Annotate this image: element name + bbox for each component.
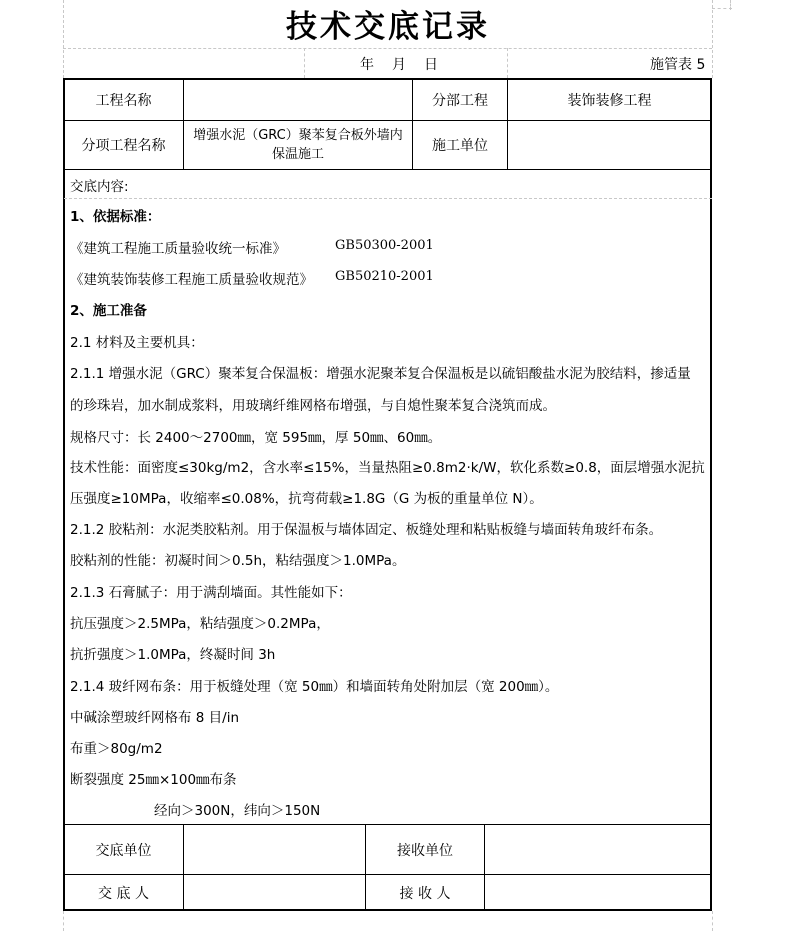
receiver-unit-label: 接收单位 — [365, 824, 485, 875]
sub-project-value[interactable]: 装饰装修工程 — [507, 78, 712, 121]
item-name-value[interactable] — [183, 120, 413, 170]
para-mesh4: 经向＞300N，纬向＞150N — [154, 803, 321, 819]
section1-heading: 1、依据标准： — [70, 209, 161, 225]
content-label: 交底内容: — [70, 179, 129, 195]
standard2-name: 《建筑装饰装修工程施工质量验收规范》 — [70, 272, 313, 288]
form-number: 施管表 5 — [650, 57, 706, 73]
receiver-unit-value[interactable] — [484, 824, 712, 875]
para-putty2: 抗折强度＞1.0MPa，终凝时间 3h — [70, 647, 276, 663]
divider — [64, 198, 712, 199]
para-2-1-1-a: 2.1.1 增强水泥（GRC）聚苯复合保温板：增强水泥聚苯复合保温板是以硫铝酸盐水泥为胶结料，掺适量 — [70, 366, 691, 382]
para-2-1-3: 2.1.3 石膏腻子：用于满刮墙面。其性能如下： — [70, 585, 352, 601]
project-name-label: 工程名称 — [63, 78, 184, 121]
para-tech-a: 技术性能：面密度≤30kg/m2，含水率≤15%，当量热阻≥0.8m2·k/W，软化系数≥0.8，面层增强水泥抗 — [70, 460, 705, 476]
handover-person-value[interactable] — [183, 874, 366, 911]
item-name-label: 分项工程名称 — [63, 120, 184, 170]
para-glue: 胶粘剂的性能：初凝时间＞0.5h，粘结强度＞1.0MPa。 — [70, 553, 406, 569]
section2-heading: 2、施工准备 — [70, 303, 147, 319]
para-2-1-1-b: 的珍珠岩，加水制成浆料，用玻璃纤维网格布增强，与自熄性聚苯复合浇筑而成。 — [70, 398, 556, 414]
standard1-name: 《建筑工程施工质量验收统一标准》 — [70, 241, 286, 257]
para-putty1: 抗压强度＞2.5MPa，粘结强度＞0.2MPa， — [70, 616, 330, 632]
construction-unit-label: 施工单位 — [412, 120, 508, 170]
handover-unit-value[interactable] — [183, 824, 366, 875]
para-spec: 规格尺寸：长 2400～2700㎜，宽 595㎜，厚 50㎜、60㎜。 — [70, 430, 442, 446]
handover-unit-label: 交底单位 — [63, 824, 184, 875]
standard1-code: GB50300-2001 — [335, 238, 434, 253]
para-mesh2: 布重＞80g/m2 — [70, 741, 163, 757]
date-label: 年 月 日 — [360, 57, 440, 73]
construction-unit-value[interactable] — [507, 120, 712, 170]
handover-person-label: 交 底 人 — [63, 874, 184, 911]
item-name-line2: 保温施工 — [271, 147, 324, 162]
page-title: 技术交底记录 — [286, 9, 490, 45]
item-name-line1: 增强水泥（GRC）聚苯复合板外墙内 — [193, 128, 403, 143]
project-name-value[interactable] — [183, 78, 413, 121]
para-2-1: 2.1 材料及主要机具： — [70, 335, 204, 351]
receiver-person-value[interactable] — [484, 874, 712, 911]
para-tech-b: 压强度≥10MPa，收缩率≤0.08%，抗弯荷载≥1.8G（G 为板的重量单位 N）。 — [70, 491, 543, 507]
para-2-1-4: 2.1.4 玻纤网布条：用于板缝处理（宽 50㎜）和墙面转角处附加层（宽 200㎜）。 — [70, 679, 559, 695]
para-2-1-2: 2.1.2 胶粘剂：水泥类胶粘剂。用于保温板与墙体固定、板缝处理和粘贴板缝与墙面转角玻纤布条。 — [70, 522, 663, 538]
receiver-person-label: 接 收 人 — [365, 874, 485, 911]
para-mesh1: 中碱涂塑玻纤网格布 8 目/in — [70, 710, 240, 726]
sub-project-label: 分部工程 — [412, 78, 508, 121]
standard2-code: GB50210-2001 — [335, 269, 434, 284]
para-mesh3: 断裂强度 25㎜×100㎜布条 — [70, 772, 237, 788]
